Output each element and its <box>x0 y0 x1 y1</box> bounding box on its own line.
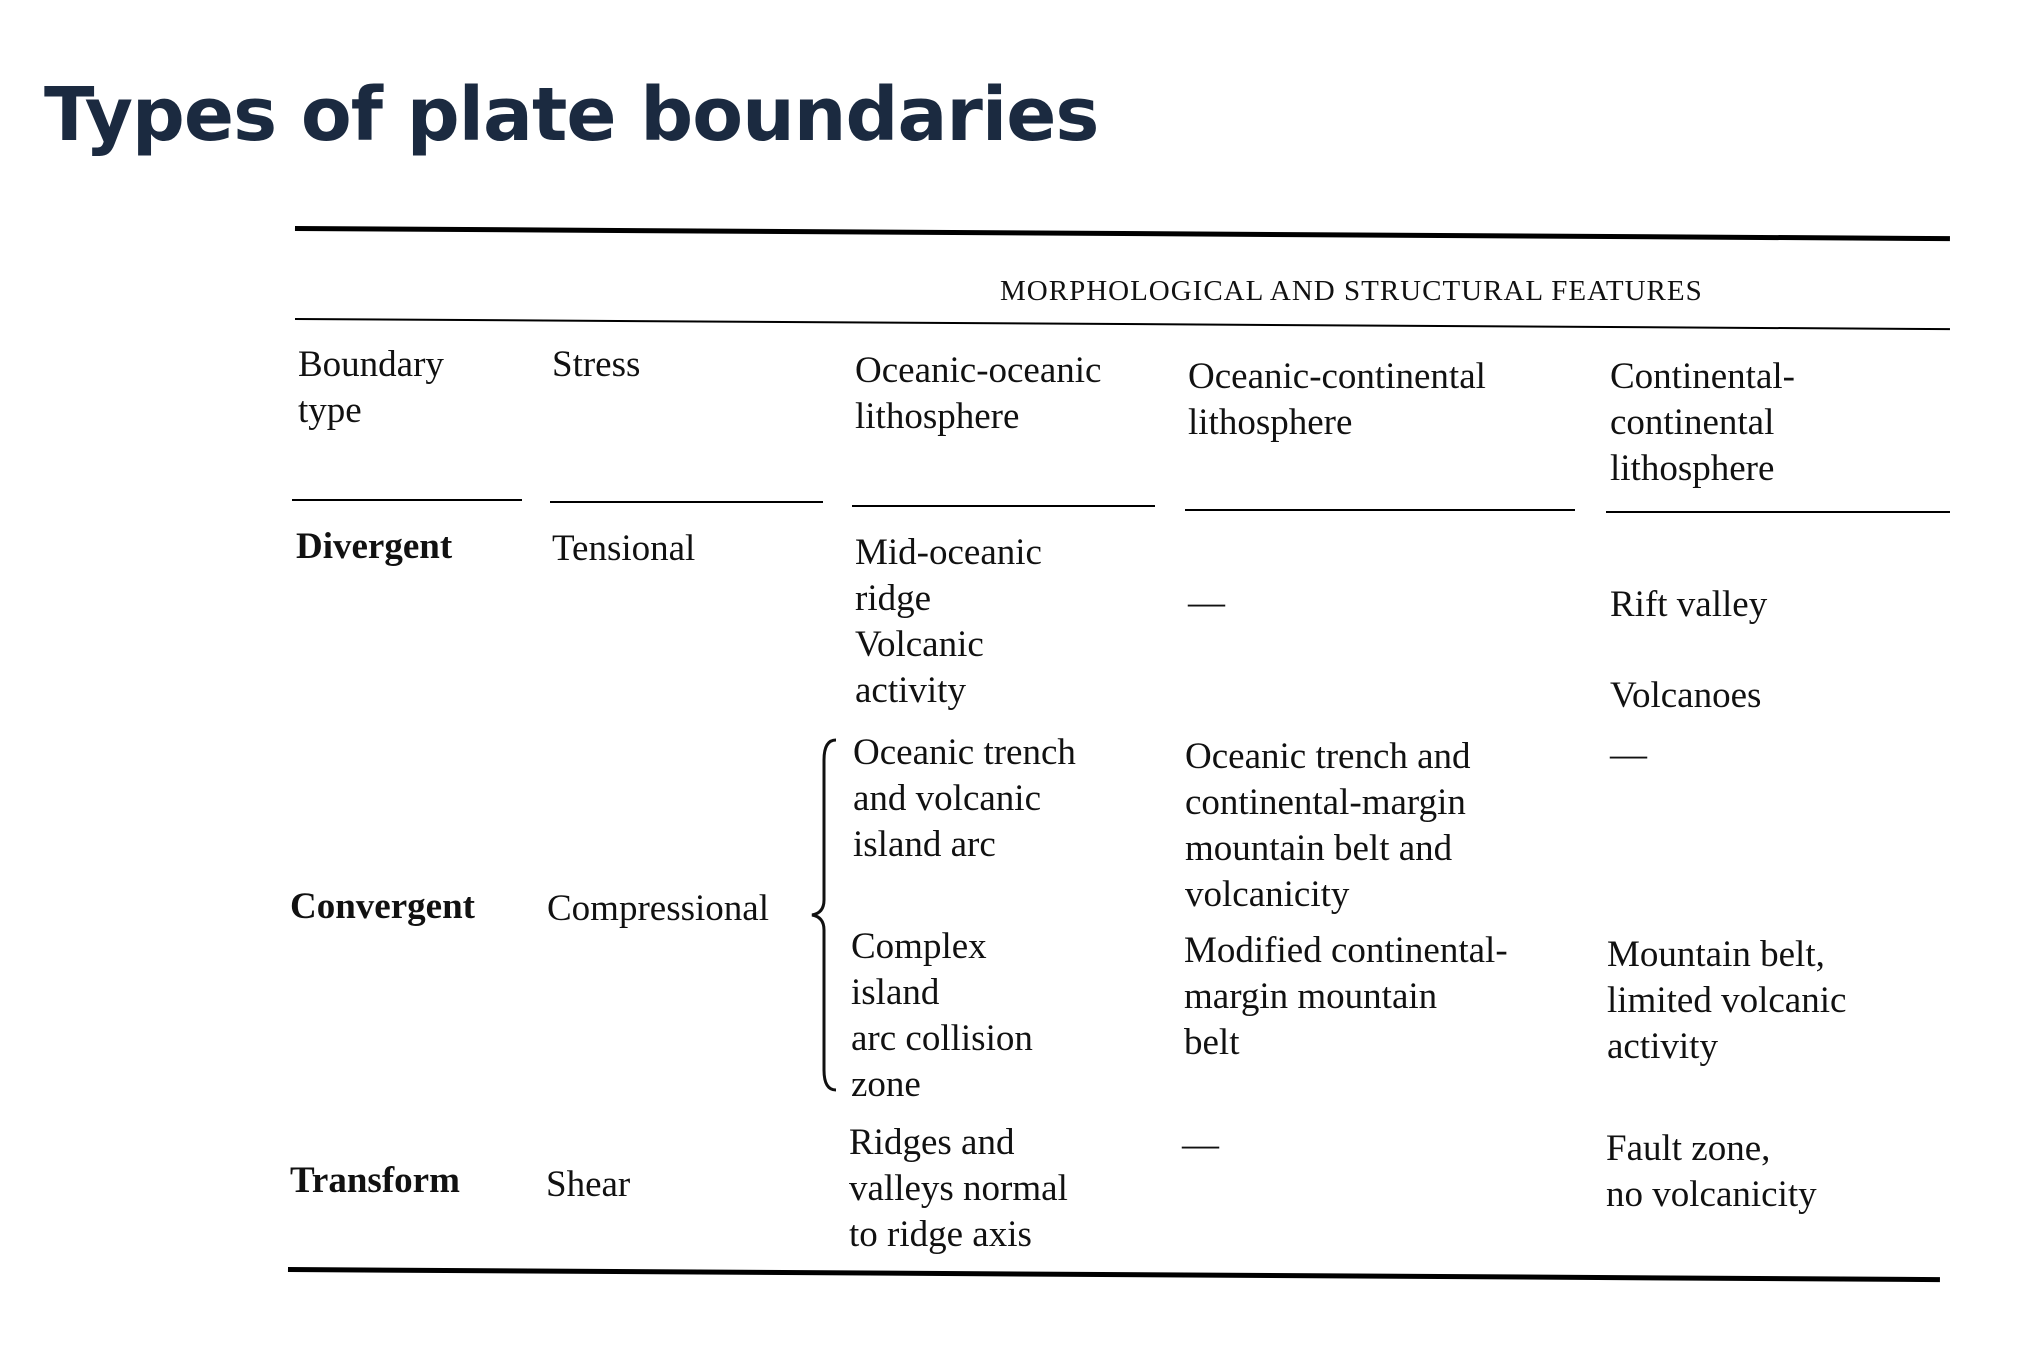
header-rule-cc <box>1606 511 1950 513</box>
cell-continental-continental-upper: — <box>1610 734 1647 775</box>
supheader-label: MORPHOLOGICAL AND STRUCTURAL FEATURES <box>1000 275 1703 307</box>
header-rule-boundary <box>292 499 522 501</box>
table-top-rule <box>295 226 1950 241</box>
row-type: Convergent <box>290 886 475 927</box>
header-rule-stress <box>550 501 823 503</box>
row-stress: Compressional <box>547 888 769 929</box>
cell-oceanic-continental: — <box>1182 1124 1219 1165</box>
row-type: Divergent <box>296 526 453 567</box>
table-bottom-rule <box>288 1267 1940 1282</box>
header-rule-oo <box>852 505 1155 507</box>
row-stress: Tensional <box>552 528 696 569</box>
row-type: Transform <box>290 1160 460 1201</box>
slide-title: Types of plate boundaries <box>44 72 1099 158</box>
cell-oceanic-continental: — <box>1188 582 1225 623</box>
curly-brace <box>806 735 846 1095</box>
header-rule-oc <box>1185 509 1575 511</box>
row-stress: Shear <box>546 1164 631 1205</box>
header-stress: Stress <box>552 344 641 385</box>
supheader-rule <box>295 318 1950 330</box>
